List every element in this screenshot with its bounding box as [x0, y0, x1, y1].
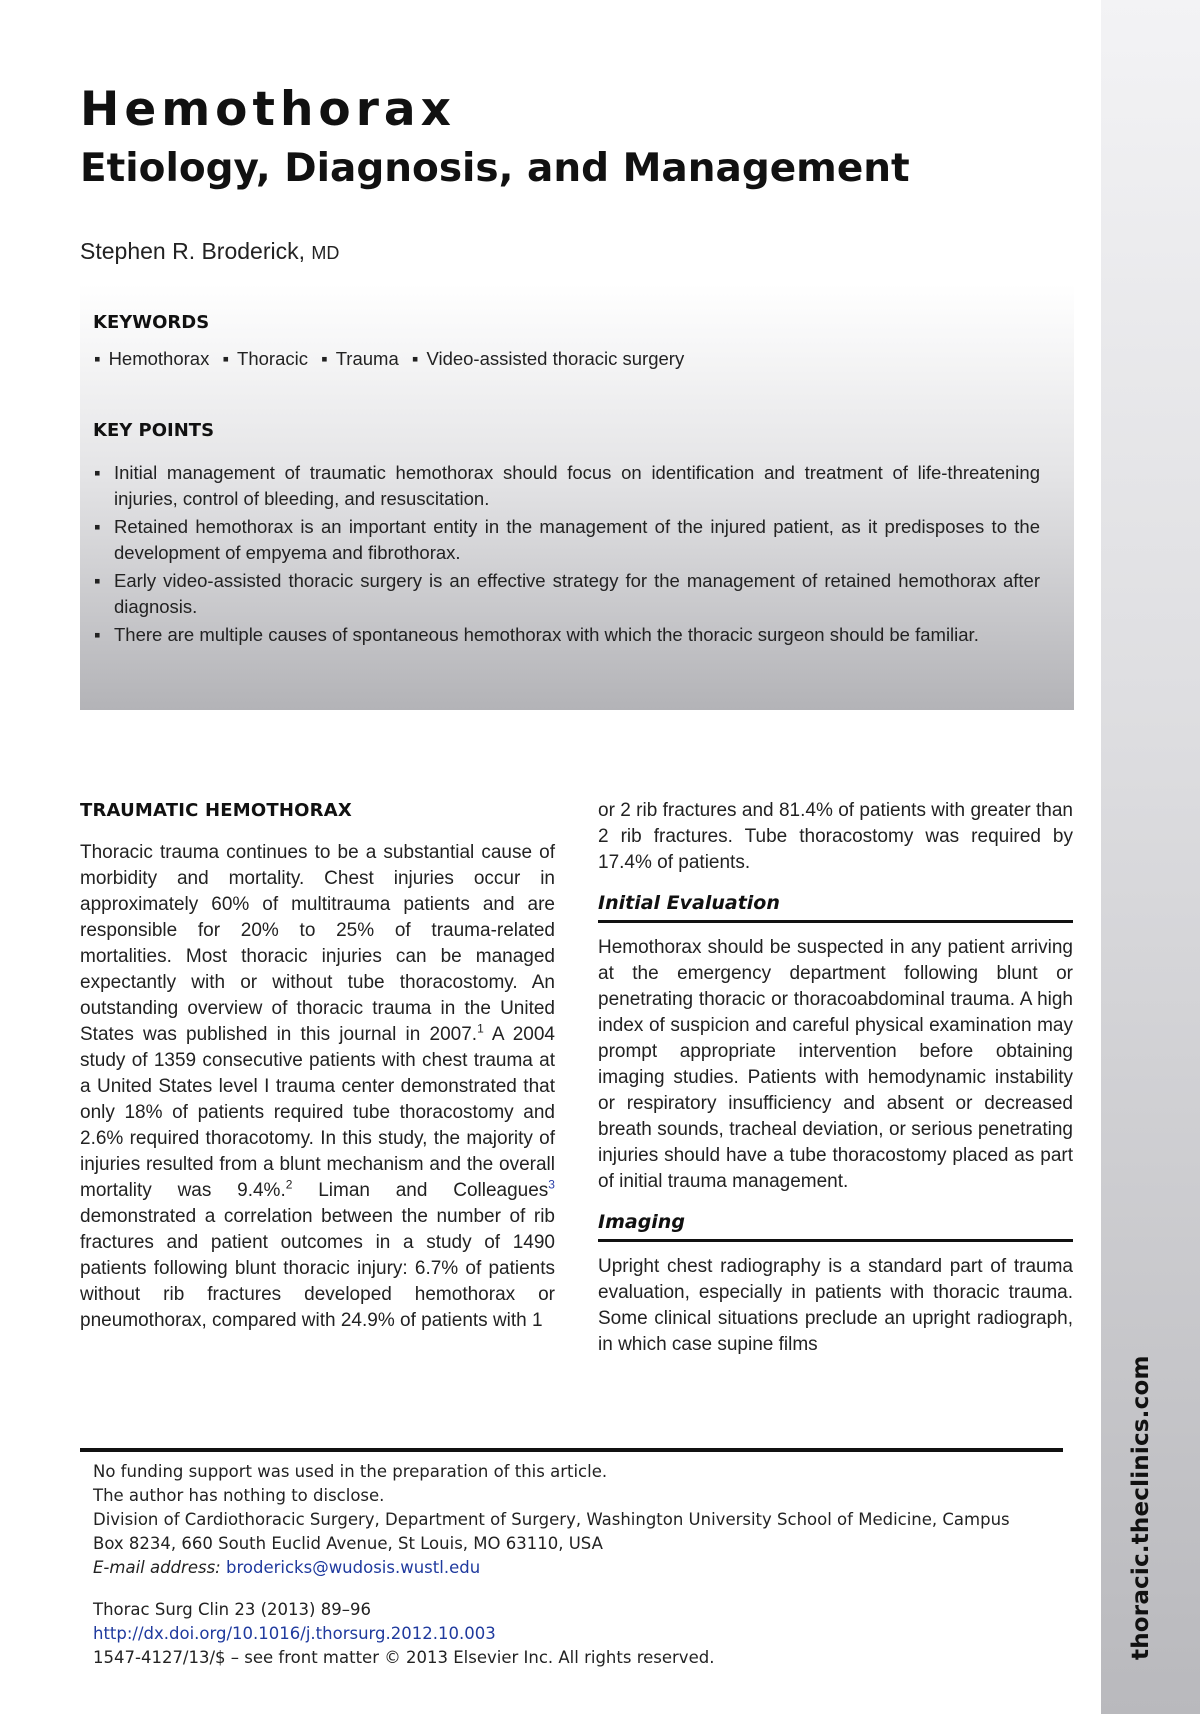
keyword-item: ▪ Thoracic	[222, 348, 308, 369]
author-name: Stephen R. Broderick,	[80, 238, 306, 264]
body-paragraph	[80, 840, 555, 1334]
keywords-list	[94, 348, 684, 370]
doi-link[interactable]: http://dx.doi.org/10.1016/j.thorsurg.2012.10.003	[93, 1624, 496, 1643]
keypoint-item: ▪ Initial management of traumatic hemothorax should focus on identification and treatment of life-threatening injuries, control of bleeding, and resuscitation.	[94, 460, 1040, 512]
email-line	[93, 1556, 1065, 1580]
sidebar-site-url[interactable]: thoracic.theclinics.com	[1128, 1355, 1154, 1660]
keyword-item: ▪ Video-assisted thoracic surgery	[412, 348, 684, 369]
body-text: demonstrated a correlation between the number of rib fractures and patient outcomes in a study of 1490 patients following blunt thoracic injury: 6.7% of patients without rib fractures developed hemothorax or pneumothorax, compared with 24.9% of patients with 1	[80, 1206, 555, 1331]
keyword-item: ▪ Trauma	[321, 348, 399, 369]
article-title: Hemothorax	[80, 82, 456, 137]
section-heading: TRAUMATIC HEMOTHORAX	[80, 800, 352, 821]
subheading-initial-evaluation: Initial Evaluation	[598, 890, 1073, 923]
disclosure-note: The author has nothing to disclose.	[93, 1486, 385, 1505]
email-label: E-mail address:	[93, 1558, 221, 1577]
article-subtitle: Etiology, Diagnosis, and Management	[80, 146, 910, 191]
reference-2[interactable]: 2	[285, 1177, 293, 1192]
keypoint-item: ▪ Early video-assisted thoracic surgery is an effective strategy for the management of retained hemothorax after diagnosis.	[94, 568, 1040, 620]
keypoint-item: ▪ There are multiple causes of spontaneous hemothorax with which the thoracic surgeon should be familiar.	[94, 622, 1040, 648]
keyword-item: ▪ Hemothorax	[94, 348, 209, 369]
keywords-heading: KEYWORDS	[93, 312, 210, 333]
body-text: A 2004 study of 1359 consecutive patients with chest trauma at a United States level I trauma center demonstrated that only 18% of patients required tube thoracostomy and 2.6% required thoracotomy. In this study, the majority of injuries resulted from a blunt mechanism and the overall mortality was 9.4%.	[80, 1024, 555, 1201]
keywords-keypoints-box	[80, 284, 1074, 710]
body-paragraph: Hemothorax should be suspected in any patient arriving at the emergency department following blunt or penetrating thoracic or thoracoabdominal trauma. A high index of suspicion and careful physical examination may prompt appropriate intervention before obtaining imaging studies. Patients with hemodynamic instability or respiratory insufficiency and absent or decreased breath sounds, tracheal deviation, or serious penetrating injuries should have a tube thoracostomy placed as part of initial trauma management.	[598, 937, 1073, 1192]
keypoints-heading: KEY POINTS	[93, 420, 215, 441]
body-column-right	[598, 798, 1073, 1358]
reference-1[interactable]: 1	[477, 1021, 484, 1036]
footnote-rule	[80, 1448, 1063, 1452]
keypoints-list	[94, 460, 1040, 650]
spacer	[93, 1580, 1065, 1598]
footnotes	[93, 1460, 1065, 1670]
copyright-line: 1547-4127/13/$ – see front matter © 2013 Elsevier Inc. All rights reserved.	[93, 1648, 715, 1667]
keypoint-item: ▪ Retained hemothorax is an important entity in the management of the injured patient, as it predisposes to the development of empyema and fibrothorax.	[94, 514, 1040, 566]
subheading-imaging: Imaging	[598, 1209, 1073, 1242]
reference-3[interactable]: 3	[548, 1177, 555, 1192]
body-text: Liman and Colleagues	[292, 1180, 549, 1201]
funding-note: No funding support was used in the preparation of this article.	[93, 1462, 608, 1481]
body-text: Thoracic trauma continues to be a substantial cause of morbidity and mortality. Chest injuries occur in approximately 60% of multitrauma patients and are responsible for 20% to 25% of trauma-related mortalities. Most thoracic injuries can be managed expectantly with or without tube thoracostomy. An outstanding overview of thoracic trauma in the United States was published in this journal in 2007.	[80, 842, 555, 1045]
author-degree: MD	[311, 243, 340, 263]
email-link[interactable]: brodericks@wudosis.wustl.edu	[225, 1558, 481, 1577]
body-paragraph: or 2 rib fractures and 81.4% of patients with greater than 2 rib fractures. Tube thoracostomy was required by 17.4% of patients.	[598, 800, 1073, 873]
affiliation-line: Box 8234, 660 South Euclid Avenue, St Louis, MO 63110, USA	[93, 1534, 603, 1553]
journal-citation: Thorac Surg Clin 23 (2013) 89–96	[93, 1600, 371, 1619]
body-column-left	[80, 798, 555, 1334]
affiliation-line: Division of Cardiothoracic Surgery, Department of Surgery, Washington University School of Medicine, Campus	[93, 1510, 1010, 1529]
body-paragraph: Upright chest radiography is a standard part of trauma evaluation, especially in patients with thoracic trauma. Some clinical situations preclude an upright radiograph, in which case supine films	[598, 1256, 1073, 1355]
author-line	[80, 238, 339, 265]
